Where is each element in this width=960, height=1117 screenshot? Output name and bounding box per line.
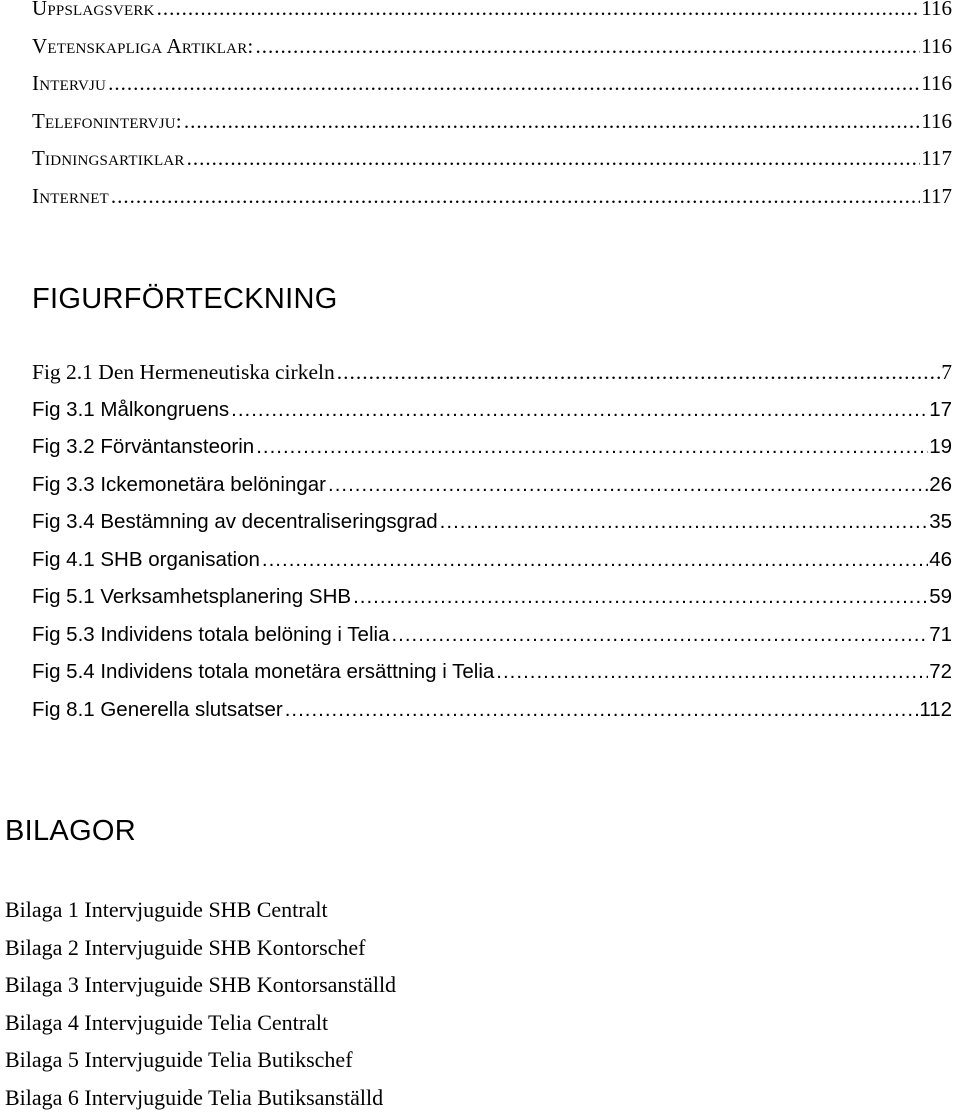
figure-list-heading: FIGURFÖRTECKNING — [32, 283, 338, 315]
appendix-item: Bilaga 6 Intervjuguide Telia Butiksanställd — [5, 1084, 384, 1110]
toc-entry-page: 117 — [921, 146, 952, 170]
toc-entry-label: Intervju — [32, 71, 107, 95]
leader-dots — [285, 698, 919, 722]
leader-dots — [184, 109, 920, 134]
leader-dots — [496, 660, 928, 684]
leader-dots — [231, 398, 928, 422]
toc-figure-entry[interactable] — [32, 585, 952, 623]
toc-figure-entry[interactable] — [32, 623, 952, 661]
toc-entry-tidningsartiklar[interactable] — [32, 146, 952, 184]
toc-entry-label: Fig 2.1 Den Hermeneutiska cirkeln — [32, 360, 335, 384]
leader-dots — [262, 548, 928, 572]
toc-entry-internet[interactable] — [32, 184, 952, 222]
toc-entry-label: Fig 5.4 Individens totala monetära ersättning i Telia — [32, 660, 495, 683]
toc-entry-page: 117 — [921, 183, 952, 208]
toc-entry-page: 71 — [929, 622, 952, 646]
leader-dots — [328, 473, 928, 497]
toc-entry-label: Internet — [32, 183, 109, 208]
leader-dots — [337, 360, 941, 385]
leader-dots — [111, 184, 920, 209]
leader-dots — [391, 623, 928, 647]
toc-figure-entry[interactable] — [32, 660, 952, 698]
toc-entry-label: Vetenskapliga Artiklar: — [32, 33, 254, 58]
toc-entry-label: Fig 3.2 Förväntansteorin — [32, 435, 255, 458]
leader-dots — [187, 146, 921, 171]
appendix-list — [5, 891, 396, 1117]
toc-entry-uppslagsverk[interactable] — [32, 0, 952, 34]
toc-entry-label: Fig 5.3 Individens totala belöning i Telia — [32, 622, 390, 646]
appendix-item: Bilaga 5 Intervjuguide Telia Butikschef — [5, 1047, 353, 1073]
toc-entry-label: Tidningsartiklar — [32, 146, 185, 170]
toc-entry-page: 7 — [941, 360, 952, 384]
appendix-heading: BILAGOR — [5, 815, 137, 847]
leader-dots — [353, 585, 928, 609]
toc-entry-vetenskapliga-artiklar[interactable] — [32, 34, 952, 72]
toc-entry-label: Fig 3.1 Målkongruens — [32, 397, 230, 421]
toc-figure-entry[interactable] — [32, 435, 952, 473]
toc-entry-page: 116 — [921, 108, 952, 133]
leader-dots — [157, 0, 921, 21]
toc-entry-label: Fig 4.1 SHB organisation — [32, 547, 260, 571]
toc-figure-entry[interactable] — [32, 510, 952, 548]
toc-entry-page: 112 — [919, 697, 952, 721]
toc-entry-label: Fig 8.1 Generella slutsatser — [32, 697, 283, 721]
toc-entry-label: Fig 3.3 Ickemonetära belöningar — [32, 472, 327, 496]
toc-figure-entry[interactable] — [32, 698, 952, 736]
appendix-item: Bilaga 4 Intervjuguide Telia Centralt — [5, 1009, 329, 1035]
appendix-item: Bilaga 3 Intervjuguide SHB Kontorsanställd — [5, 972, 397, 998]
toc-entry-label: Uppslagsverk — [32, 0, 157, 21]
appendix-item: Bilaga 1 Intervjuguide SHB Centralt — [5, 897, 328, 922]
toc-entry-page: 59 — [929, 585, 952, 608]
toc-entry-page: 46 — [929, 547, 952, 571]
leader-dots — [108, 71, 920, 96]
toc-entry-page: 19 — [929, 435, 952, 458]
leader-dots — [440, 510, 929, 534]
toc-entry-intervju[interactable] — [32, 71, 952, 109]
toc-entry-telefonintervju[interactable] — [32, 109, 952, 147]
toc-figure-entry[interactable] — [32, 360, 952, 398]
toc-figure-entry[interactable] — [32, 548, 952, 586]
toc-entry-page: 35 — [929, 510, 952, 533]
toc-figure-entry[interactable] — [32, 398, 952, 436]
appendix-item: Bilaga 2 Intervjuguide SHB Kontorschef — [5, 934, 366, 960]
leader-dots — [255, 34, 920, 59]
toc-entry-label: Fig 5.1 Verksamhetsplanering SHB — [32, 585, 352, 608]
toc-entry-page: 116 — [920, 0, 952, 21]
toc-entry-page: 116 — [921, 71, 952, 95]
toc-entry-page: 116 — [921, 33, 952, 58]
leader-dots — [256, 435, 928, 459]
toc-entry-page: 17 — [929, 397, 952, 421]
toc-entry-label: Fig 3.4 Bestämning av decentraliseringsgrad — [32, 510, 438, 533]
toc-entry-page: 26 — [929, 472, 952, 496]
toc-figure-entry[interactable] — [32, 473, 952, 511]
toc-entry-page: 72 — [929, 660, 952, 683]
toc-entry-label: Telefonintervju: — [32, 108, 182, 133]
